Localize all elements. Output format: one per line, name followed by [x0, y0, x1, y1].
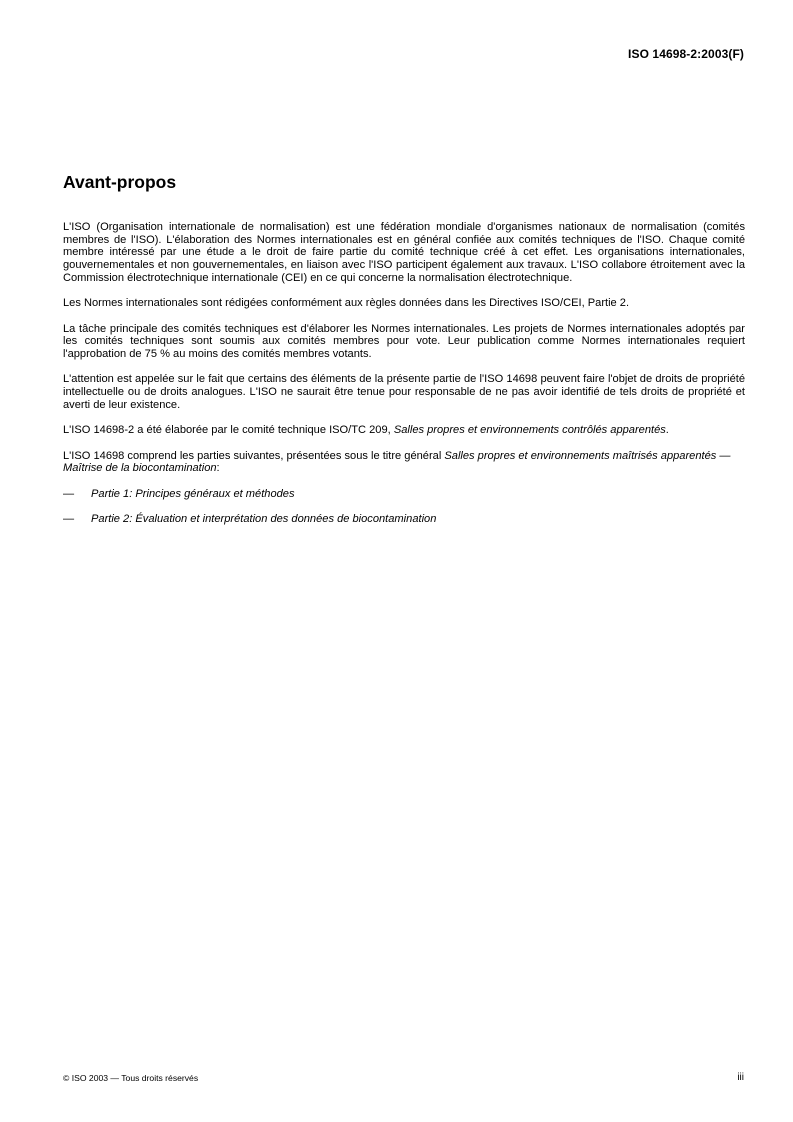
list-dash: — [63, 513, 75, 526]
page-number: iii [737, 1072, 744, 1083]
paragraph-organisation: L'ISO (Organisation internationale de normalisation) est une fédération mondiale d'organismes nationaux de normalisation (comités membres de l'ISO). L'élaboration des Normes internationales est en général confiée aux comités techniques de l'ISO. Chaque comité membre intéressé par une étude a le droit de faire partie du comité technique créé à cet effet. Les organisations internationales, gouvernementales et non gouvernementales, en liaison avec l'ISO participent également aux travaux. L'ISO collabore étroitement avec la Commission électrotechnique internationale (CEI) en ce qui concerne la normalisation électrotechnique. [63, 221, 745, 284]
paragraph-prepared-by [63, 424, 745, 437]
paragraph-parts-intro [63, 450, 745, 475]
list-item-part-2 [63, 513, 745, 526]
section-title: Avant-propos [63, 172, 177, 192]
prepared-by-text: L'ISO 14698-2 a été élaborée par le comité technique ISO/TC 209, [63, 424, 394, 437]
parts-intro-text: L'ISO 14698 comprend les parties suivantes, présentées sous le titre général [63, 449, 445, 462]
general-title: Salles propres et environnements maîtrisés apparentés — Maîtrise de la biocontamination [63, 449, 731, 475]
part-1-title: Partie 1: Principes généraux et méthodes [91, 487, 295, 500]
paragraph-patent-rights: L'attention est appelée sur le fait que certains des éléments de la présente partie de l'ISO 14698 peuvent faire l'objet de droits de propriété intellectuelle ou de droits analogues. L'ISO ne saurait être tenue pour responsable de ne pas avoir identifié de tels droits de propriété et averti de leur existence. [63, 373, 745, 411]
copyright-notice: © ISO 2003 — Tous droits réservés [63, 1073, 199, 1083]
prepared-by-end: . [665, 424, 669, 437]
paragraph-directives: Les Normes internationales sont rédigées conformément aux règles données dans les Directives ISO/CEI, Partie 2. [63, 297, 630, 310]
part-2-title: Partie 2: Évaluation et interprétation des données de biocontamination [91, 513, 437, 526]
list-item-part-1 [63, 488, 745, 501]
parts-intro-end: : [216, 462, 220, 475]
foreword-body [63, 221, 745, 538]
paragraph-committee-task: La tâche principale des comités techniques est d'élaborer les Normes internationales. Les projets de Normes internationales adoptés par les comités techniques sont soumis aux comités membres pour vote. Leur publication comme Normes internationales requiert l'approbation de 75 % au moins des comités membres votants. [63, 322, 745, 360]
list-dash: — [63, 487, 75, 500]
committee-title: Salles propres et environnements contrôlés apparentés [393, 424, 666, 437]
document-id: ISO 14698-2:2003(F) [628, 47, 744, 61]
